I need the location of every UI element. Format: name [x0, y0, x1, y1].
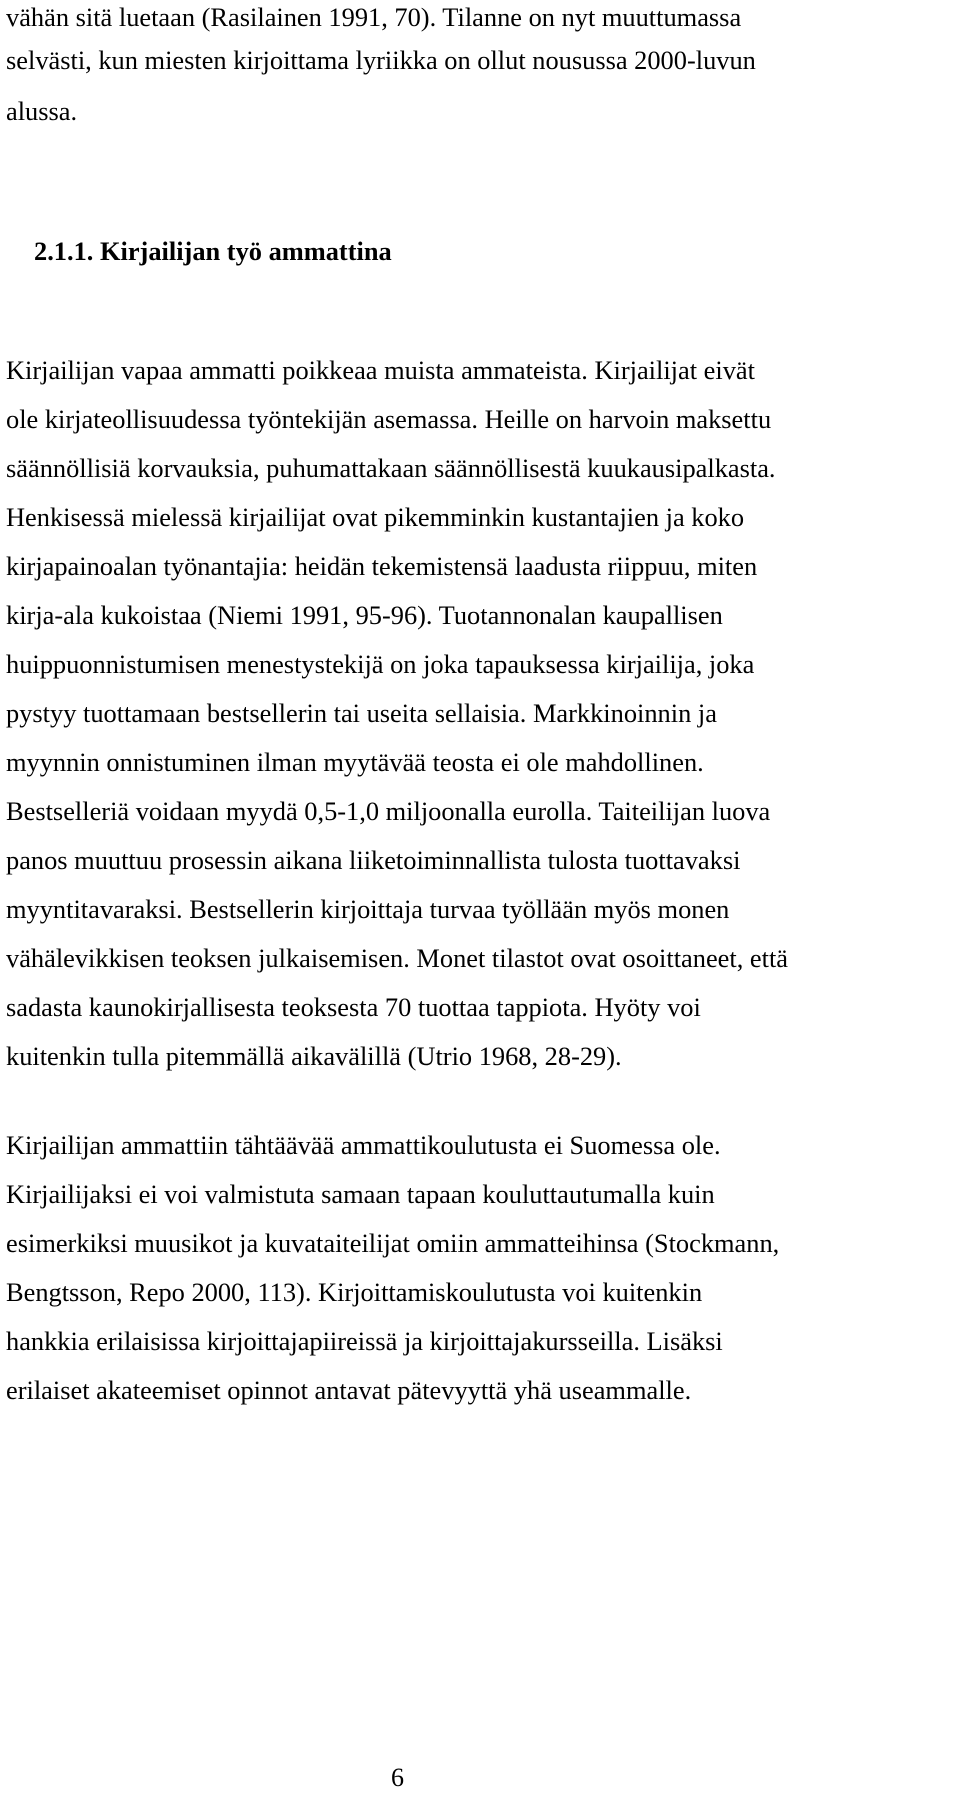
intro-line: selvästi, kun miesten kirjoittama lyriikka on ollut nousussa 2000-luvun: [6, 45, 756, 75]
intro-line: alussa.: [6, 96, 78, 126]
intro-line: vähän sitä luetaan (Rasilainen 1991, 70). Tilanne on nyt muuttumassa: [6, 2, 742, 32]
paragraph-line: kirjapainoalan työnantajia: heidän tekemistensä laadusta riippuu, miten: [6, 551, 758, 581]
paragraph-line: Kirjailijaksi ei voi valmistuta samaan tapaan kouluttautumalla kuin: [6, 1179, 715, 1209]
paragraph-line: Kirjailijan ammattiin tähtäävää ammattikoulutusta ei Suomessa ole.: [6, 1130, 721, 1160]
paragraph-line: pystyy tuottamaan bestsellerin tai useita sellaisia. Markkinoinnin ja: [6, 698, 717, 728]
paragraph-line: kuitenkin tulla pitemmällä aikavälillä (Utrio 1968, 28-29).: [6, 1041, 622, 1071]
paragraph-line: kirja-ala kukoistaa (Niemi 1991, 95-96). Tuotannonalan kaupallisen: [6, 600, 723, 630]
paragraph-line: Bestselleriä voidaan myydä 0,5-1,0 miljoonalla eurolla. Taiteilijan luova: [6, 796, 771, 826]
paragraph-line: hankkia erilaisissa kirjoittajapiireissä ja kirjoittajakursseilla. Lisäksi: [6, 1326, 723, 1356]
paragraph-line: myyntitavaraksi. Bestsellerin kirjoittaja turvaa työllään myös monen: [6, 894, 730, 924]
paragraph-line: Kirjailijan vapaa ammatti poikkeaa muista ammateista. Kirjailijat eivät: [6, 355, 755, 385]
paragraph-line: esimerkiksi muusikot ja kuvataiteilijat omiin ammatteihinsa (Stockmann,: [6, 1228, 780, 1258]
paragraph-line: panos muuttuu prosessin aikana liiketoiminnallista tulosta tuottavaksi: [6, 845, 741, 875]
section-heading: 2.1.1. Kirjailijan työ ammattina: [34, 236, 392, 266]
paragraph-line: huippuonnistumisen menestystekijä on joka tapauksessa kirjailija, joka: [6, 649, 755, 679]
paragraph-line: vähälevikkisen teoksen julkaisemisen. Monet tilastot ovat osoittaneet, että: [6, 943, 789, 973]
page-number: 6: [391, 1763, 404, 1792]
paragraph-line: myynnin onnistuminen ilman myytävää teosta ei ole mahdollinen.: [6, 747, 704, 777]
paragraph-line: ole kirjateollisuudessa työntekijän asemassa. Heille on harvoin maksettu: [6, 404, 772, 434]
paragraph-line: säännöllisiä korvauksia, puhumattakaan säännöllisestä kuukausipalkasta.: [6, 453, 776, 483]
paragraph-line: Bengtsson, Repo 2000, 113). Kirjoittamiskoulutusta voi kuitenkin: [6, 1277, 703, 1307]
paragraph-line: erilaiset akateemiset opinnot antavat pätevyyttä yhä useammalle.: [6, 1375, 692, 1405]
paragraph-line: sadasta kaunokirjallisesta teoksesta 70 tuottaa tappiota. Hyöty voi: [6, 992, 701, 1022]
paragraph-line: Henkisessä mielessä kirjailijat ovat pikemminkin kustantajien ja koko: [6, 502, 745, 532]
